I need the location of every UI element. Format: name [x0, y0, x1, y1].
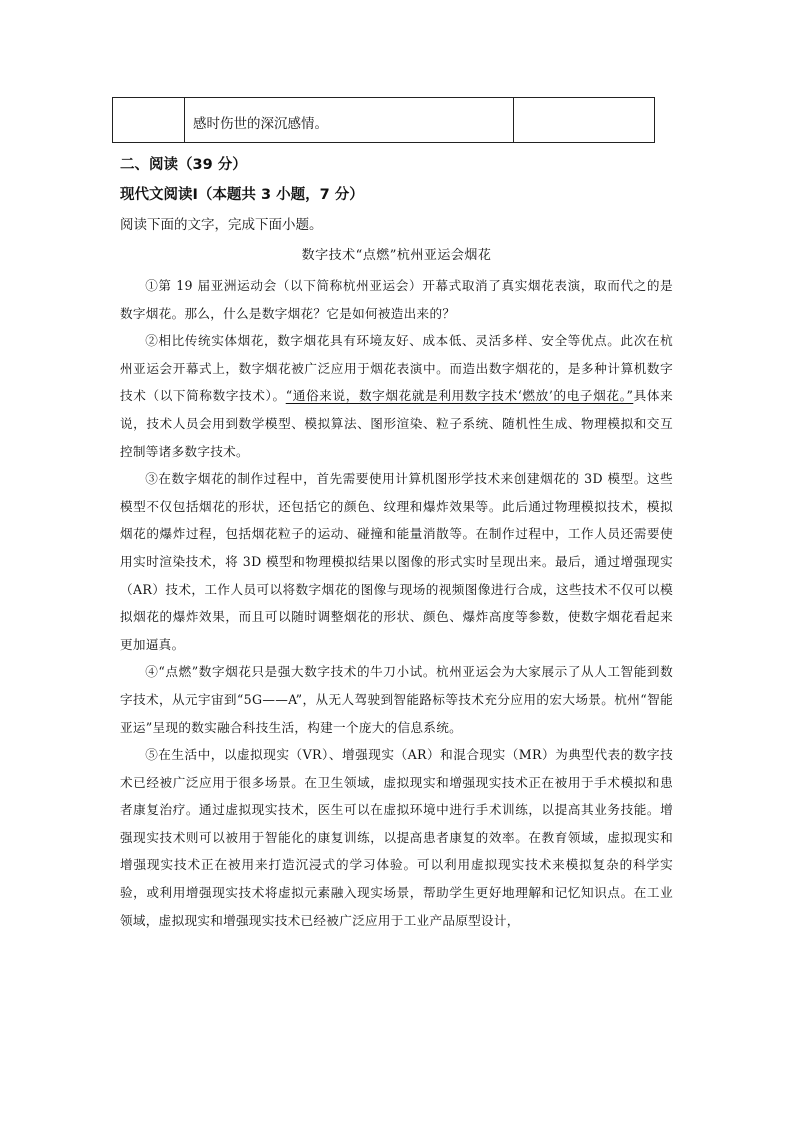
table-cell-left: [113, 98, 185, 142]
paragraph-2: [120, 327, 673, 465]
table-cell-text: 感时伤世的深沉感情。: [185, 98, 514, 142]
reading-instruction: 阅读下面的文字，完成下面小题。: [120, 217, 323, 233]
paragraph-4: ④“点燃”数字烟花只是强大数字技术的牛刀小试。杭州亚运会为大家展示了从人工智能到数字技术，从元宇宙到“5G——A”，从无人驾驶到智能路标等技术充分应用的宏大场景。杭州“智能亚运”呈现的数实融合科技生活，构建一个庞大的信息系统。: [120, 664, 673, 735]
paragraph-5: ⑤在生活中，以虚拟现实（VR）、增强现实（AR）和混合现实（MR）为典型代表的数字技术已经被广泛应用于很多场景。在卫生领域，虚拟现实和增强现实技术正在被用于手术模拟和患者康复治疗。通过虚拟现实技术，医生可以在虚拟环境中进行手术训练，以提高其业务技能。增强现实技术则可以被用于智能化的康复训练，以提高患者康复的效率。在教育领域，虚拟现实和增强现实技术正在被用来打造沉浸式的学习体验。可以利用虚拟现实技术来模拟复杂的科学实验，或利用增强现实技术将虚拟元素融入现实场景，帮助学生更好地理解和记忆知识点。在工业领域，虚拟现实和增强现实技术已经被广泛应用于工业产品原型设计，: [120, 747, 673, 928]
paragraph-2-lead: ②相比传统实体烟花，数字烟花具有环境友好、成本低、灵活多样、安全等优点。此次在杭州亚运会开幕式上，数字烟花被广泛应用于烟花表演中。而造出数字烟花的，是多种计算机数字技术（以下简称数字技术）。: [120, 333, 673, 404]
answer-table-fragment: [112, 97, 655, 143]
paragraph-1: ①第 19 届亚洲运动会（以下简称杭州亚运会）开幕式取消了真实烟花表演，取而代之的是数字烟花。那么，什么是数字烟花？它是如何被造出来的？: [120, 278, 673, 321]
article-body: [120, 272, 673, 934]
paragraph-3: ③在数字烟花的制作过程中，首先需要使用计算机图形学技术来创建烟花的 3D 模型。这些模型不仅包括烟花的形状，还包括它的颜色、纹理和爆炸效果等。此后通过物理模拟技术，模拟烟花的爆炸过程，包括烟花粒子的运动、碰撞和能量消散等。在制作过程中，工作人员还需要使用实时渲染技术，将 3D 模型和物理模拟结果以图像的形式实时呈现出来。最后，通过增强现实（AR）技术，工作人员可以将数字烟花的图像与现场的视频图像进行合成，这些技术不仅可以模拟烟花的爆炸效果，而且可以随时调整烟花的形状、颜色、爆炸高度等参数，使数字烟花看起来更加逼真。: [120, 471, 673, 652]
paragraph-2-tail: 具体来说，技术人员会用到数学模型、模拟算法、图形渲染、粒子系统、随机性生成、物理模拟和交互控制等诸多数字技术。: [120, 388, 673, 459]
subsection-heading: 现代文阅读Ⅰ（本题共 3 小题，7 分）: [120, 187, 364, 203]
section-heading: 二、阅读（39 分）: [120, 157, 247, 173]
table-cell-right: [514, 98, 654, 142]
article-title: 数字技术“点燃”杭州亚运会烟花: [301, 248, 492, 263]
paragraph-2-underlined-quote: “通俗来说，数字烟花就是利用数字技术‘燃放’的电子烟花。”: [285, 388, 634, 404]
